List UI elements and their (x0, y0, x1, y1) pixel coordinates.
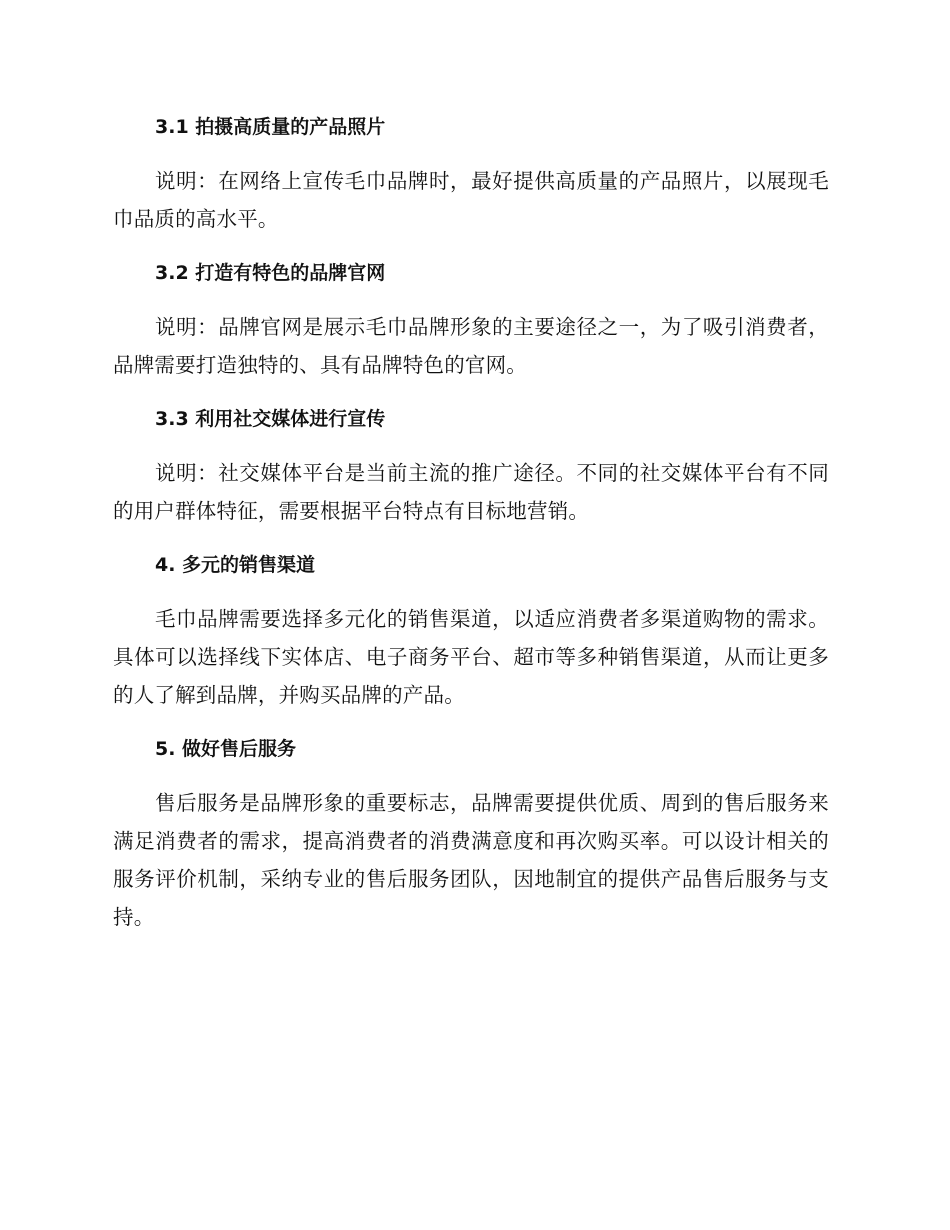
document-content (113, 108, 829, 936)
spacer (113, 438, 829, 454)
section-heading-3-2: 3.2 打造有特色的品牌官网 (155, 262, 386, 284)
spacer (113, 530, 829, 546)
spacer (113, 238, 829, 254)
spacer (113, 292, 829, 308)
section-body-4: 毛巾品牌需要选择多元化的销售渠道，以适应消费者多渠道购物的需求。具体可以选择线下实体店、电子商务平台、超市等多种销售渠道，从而让更多的人了解到品牌，并购买品牌的产品。 (113, 607, 829, 707)
section-body-3-3: 说明：社交媒体平台是当前主流的推广途径。不同的社交媒体平台有不同的用户群体特征，需要根据平台特点有目标地营销。 (113, 461, 829, 523)
section-heading-3-1: 3.1 拍摄高质量的产品照片 (155, 116, 386, 138)
spacer (113, 714, 829, 730)
spacer (113, 584, 829, 600)
section-body-3-2: 说明：品牌官网是展示毛巾品牌形象的主要途径之一，为了吸引消费者，品牌需要打造独特的、具有品牌特色的官网。 (113, 315, 829, 377)
section-body-3-1: 说明：在网络上宣传毛巾品牌时，最好提供高质量的产品照片，以展现毛巾品质的高水平。 (113, 169, 829, 231)
spacer (113, 146, 829, 162)
spacer (113, 768, 829, 784)
section-heading-3-3: 3.3 利用社交媒体进行宣传 (155, 408, 386, 430)
section-body-5: 售后服务是品牌形象的重要标志，品牌需要提供优质、周到的售后服务来满足消费者的需求，提高消费者的消费满意度和再次购买率。可以设计相关的服务评价机制，采纳专业的售后服务团队，因地制宜的提供产品售后服务与支持。 (113, 791, 829, 929)
spacer (113, 384, 829, 400)
section-heading-5: 5. 做好售后服务 (155, 738, 297, 760)
section-heading-4: 4. 多元的销售渠道 (155, 554, 316, 576)
